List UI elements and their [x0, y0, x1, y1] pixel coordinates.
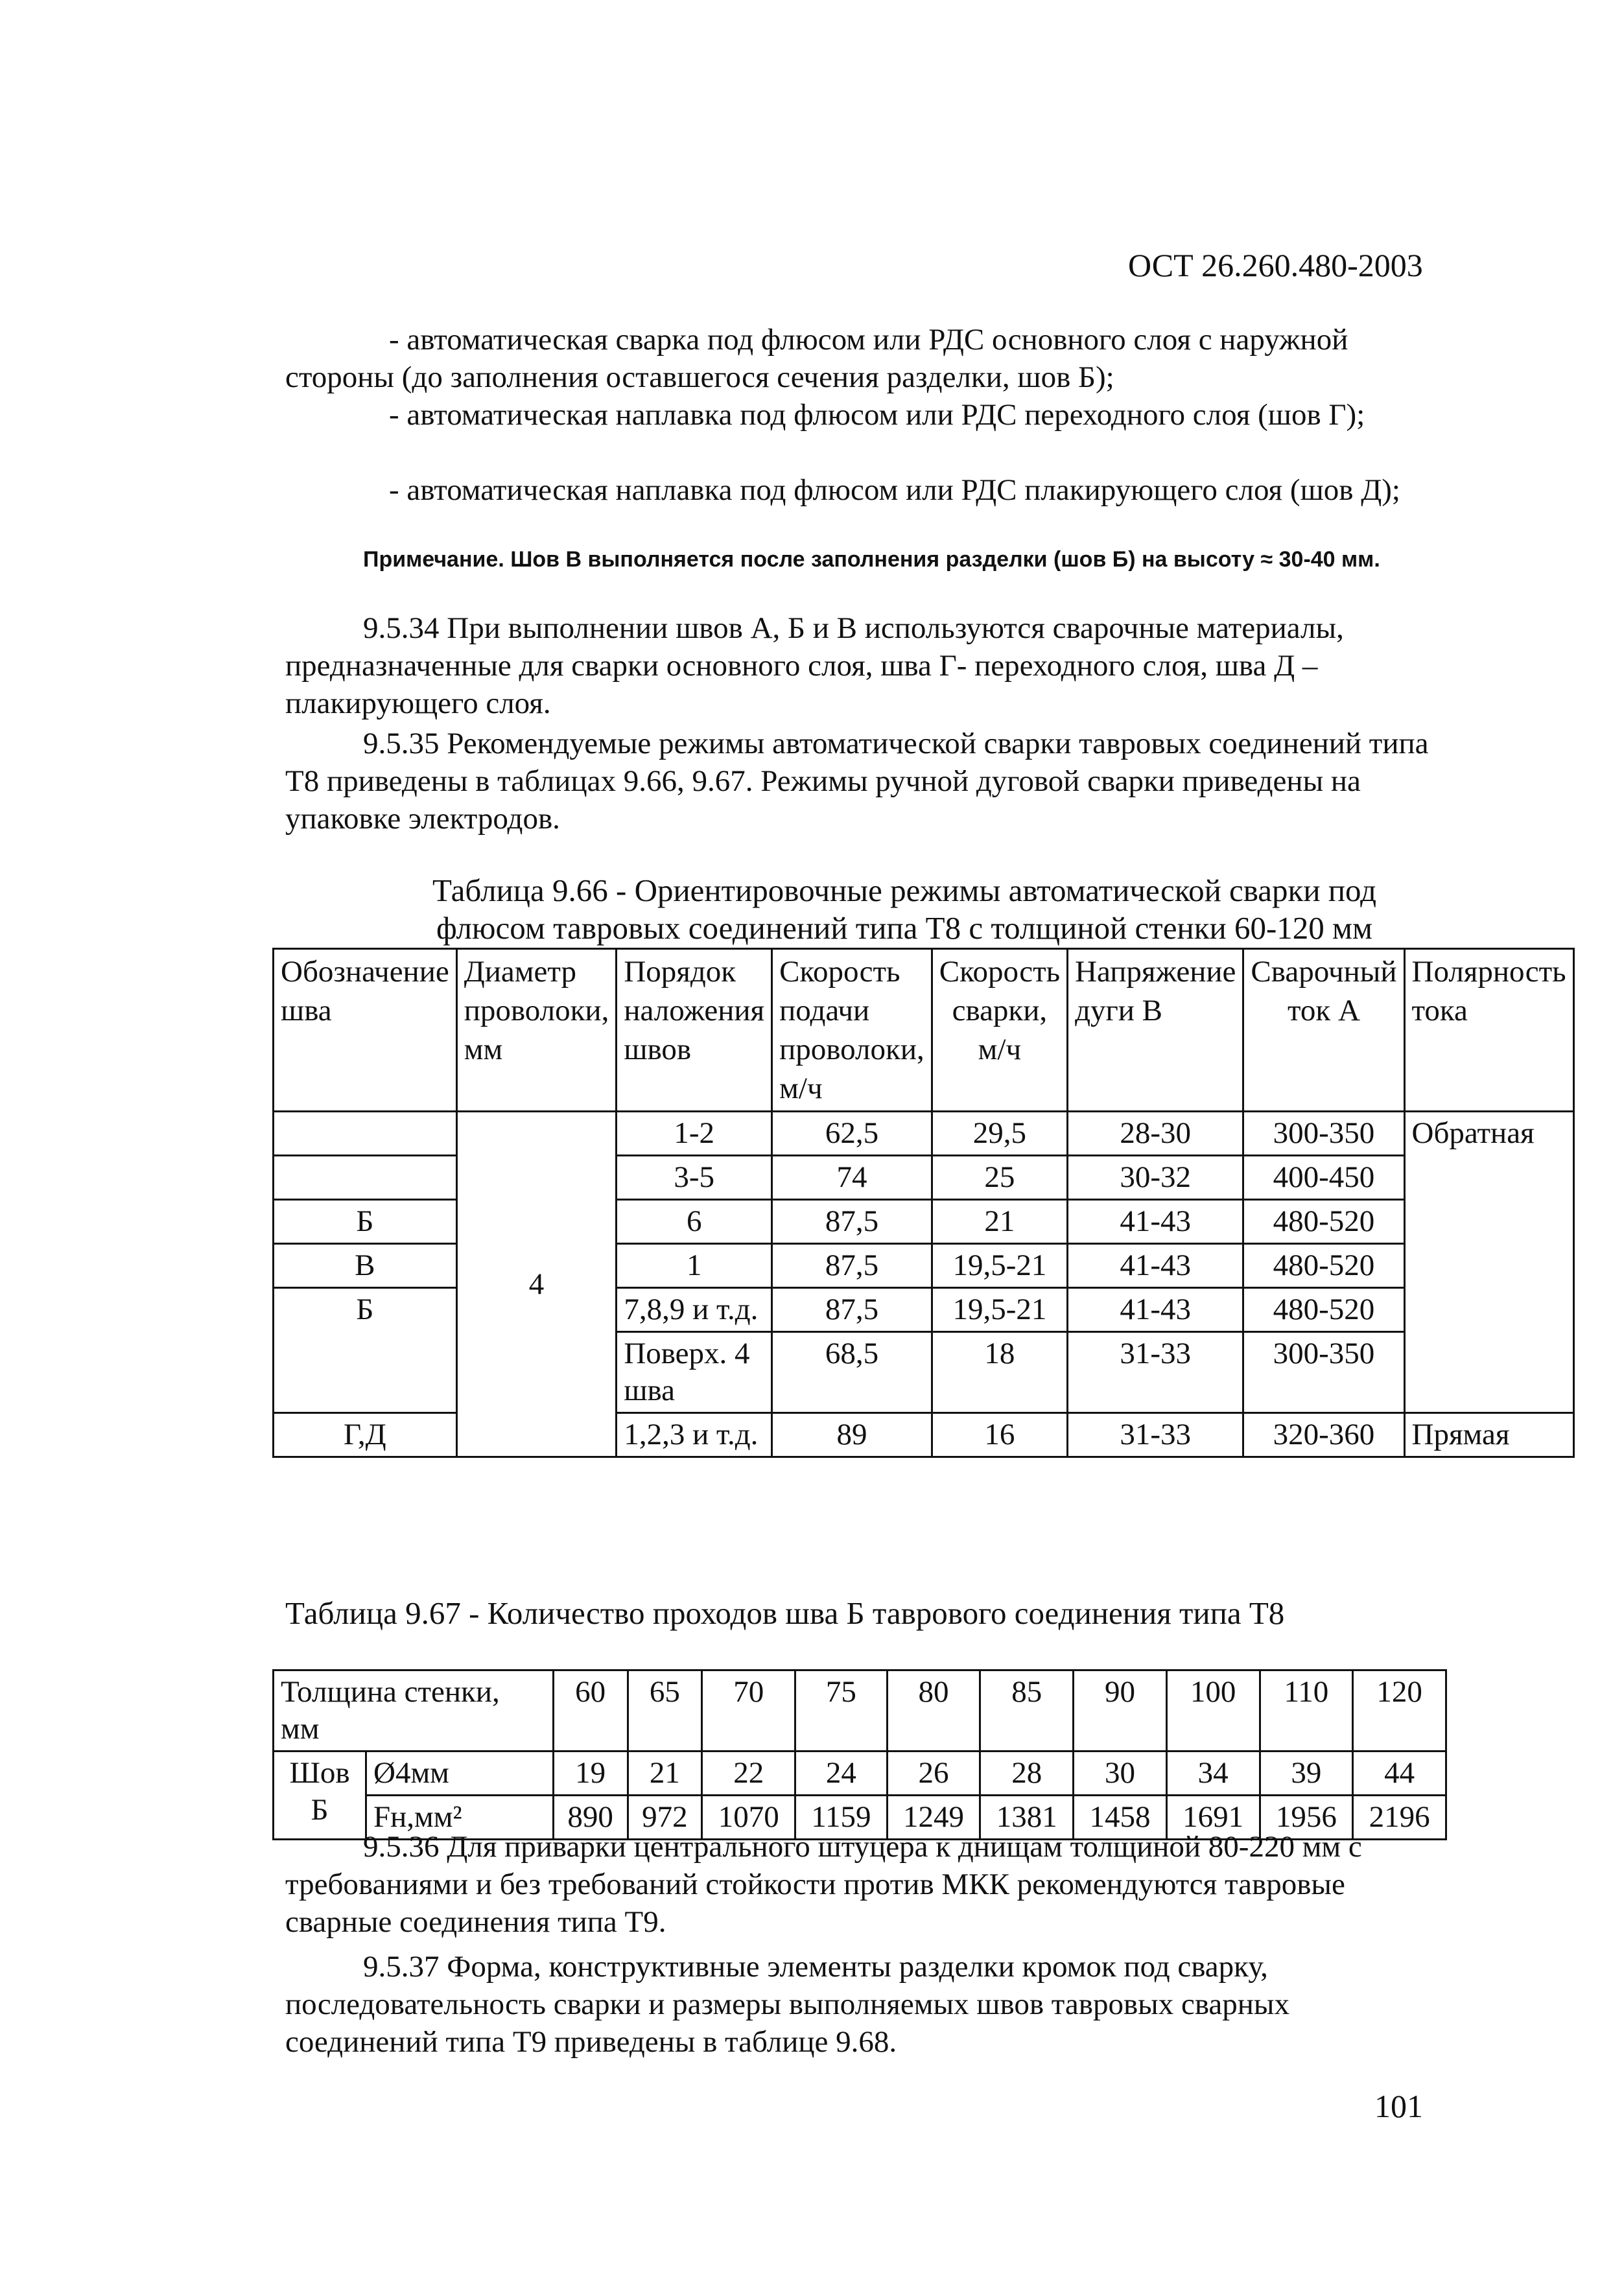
document-header: ОСТ 26.260.480-2003: [1128, 247, 1423, 283]
bullet-2: - автоматическая наплавка под флюсом или РДС переходного слоя (шов Г);: [389, 398, 1365, 432]
table-row: [274, 1752, 1446, 1796]
speed-cell: 16: [932, 1413, 1067, 1457]
current-cell: 480-520: [1243, 1288, 1404, 1332]
passes-cell: 22: [702, 1752, 795, 1796]
thickness-cell: 70: [702, 1670, 795, 1752]
feed-cell: 74: [772, 1156, 932, 1200]
thickness-cell: 120: [1353, 1670, 1446, 1752]
passes-cell: 44: [1353, 1752, 1446, 1796]
current-cell: 320-360: [1243, 1413, 1404, 1457]
seam-cell: Г,Д: [274, 1413, 457, 1457]
order-cell: 1: [617, 1244, 772, 1288]
passes-cell: 21: [628, 1752, 702, 1796]
speed-cell: 25: [932, 1156, 1067, 1200]
header-cell: Скорость подачи проволоки, м/ч: [772, 949, 932, 1112]
voltage-cell: 41-43: [1068, 1288, 1243, 1332]
passes-cell: 34: [1166, 1752, 1260, 1796]
thickness-cell: 65: [628, 1670, 702, 1752]
thickness-cell: 60: [553, 1670, 628, 1752]
feed-cell: 87,5: [772, 1288, 932, 1332]
bullet-1: - автоматическая сварка под флюсом или РДС основного слоя с наружной стороны (до заполнения оставшегося сечения разделки, шов Б);: [285, 323, 1348, 394]
seam-cell: [274, 1156, 457, 1200]
passes-cell: 26: [887, 1752, 980, 1796]
polarity-cell: Прямая: [1404, 1413, 1573, 1457]
table-header-row: [274, 949, 1574, 1112]
area-cell: 1249: [887, 1796, 980, 1840]
seam-cell: [274, 1112, 457, 1156]
bullet-3: - автоматическая наплавка под флюсом или РДС плакирующего слоя (шов Д);: [389, 473, 1400, 507]
table-row: [274, 1112, 1574, 1156]
thickness-cell: 85: [980, 1670, 1074, 1752]
page-number: 101: [1374, 2088, 1423, 2124]
order-cell: Поверх. 4 шва: [617, 1332, 772, 1413]
area-cell: 1458: [1074, 1796, 1167, 1840]
passes-cell: 39: [1260, 1752, 1353, 1796]
order-cell: 1,2,3 и т.д.: [617, 1413, 772, 1457]
voltage-cell: 31-33: [1068, 1413, 1243, 1457]
feed-cell: 87,5: [772, 1200, 932, 1244]
area-cell: 972: [628, 1796, 702, 1840]
area-cell: 1159: [795, 1796, 888, 1840]
area-cell: 1070: [702, 1796, 795, 1840]
area-cell: 1691: [1166, 1796, 1260, 1840]
header-cell: Напряжение дуги В: [1068, 949, 1243, 1112]
passes-cell: 19: [553, 1752, 628, 1796]
seam-cell: В: [274, 1244, 457, 1288]
header-cell: Порядок наложения швов: [617, 949, 772, 1112]
thickness-cell: 90: [1074, 1670, 1167, 1752]
paragraph-9537: 9.5.37 Форма, конструктивные элементы разделки кромок под сварку, последовательность сварки и размеры выполняемых швов тавровых сварных соединений типа Т9 приведены в таблице 9.68.: [285, 1950, 1290, 2059]
paragraph-9535: 9.5.35 Рекомендуемые режимы автоматической сварки тавровых соединений типа Т8 приведены в таблицах 9.66, 9.67. Режимы ручной дуговой сварки приведены на упаковке электродов.: [285, 727, 1429, 836]
polarity-cell: Обратная: [1404, 1112, 1573, 1413]
speed-cell: 21: [932, 1200, 1067, 1244]
seam-cell: Б: [274, 1200, 457, 1244]
row-label: Ø4мм: [366, 1752, 554, 1796]
current-cell: 480-520: [1243, 1200, 1404, 1244]
header-cell: Полярность тока: [1404, 949, 1573, 1112]
speed-cell: 29,5: [932, 1112, 1067, 1156]
voltage-cell: 30-32: [1068, 1156, 1243, 1200]
thickness-cell: 100: [1166, 1670, 1260, 1752]
paragraph-9536: 9.5.36 Для приварки центрального штуцера к днищам толщиной 80-220 мм с требованиями и без требований стойкости против МКК рекомендуются тавровые сварные соединения типа Т9.: [285, 1830, 1362, 1939]
order-cell: 6: [617, 1200, 772, 1244]
passes-cell: 30: [1074, 1752, 1167, 1796]
current-cell: 300-350: [1243, 1332, 1404, 1413]
area-cell: 1956: [1260, 1796, 1353, 1840]
table-9-66-caption: Таблица 9.66 - Ориентировочные режимы автоматической сварки под флюсом тавровых соединений типа Т8 с толщиной стенки 60-120 мм: [432, 873, 1377, 946]
table-9-67-caption: Таблица 9.67 - Количество проходов шва Б таврового соединения типа Т8: [285, 1595, 1285, 1631]
header-cell: Сварочный ток А: [1243, 949, 1404, 1112]
feed-cell: 89: [772, 1413, 932, 1457]
thickness-label: Толщина стенки, мм: [274, 1670, 554, 1752]
thickness-cell: 75: [795, 1670, 888, 1752]
current-cell: 400-450: [1243, 1156, 1404, 1200]
current-cell: 480-520: [1243, 1244, 1404, 1288]
header-cell: Диаметр проволоки, мм: [456, 949, 617, 1112]
area-cell: 2196: [1353, 1796, 1446, 1840]
passes-cell: 28: [980, 1752, 1074, 1796]
feed-cell: 62,5: [772, 1112, 932, 1156]
area-cell: 890: [553, 1796, 628, 1840]
table-row: [274, 1670, 1446, 1752]
note: Примечание. Шов В выполняется после заполнения разделки (шов Б) на высоту ≈ 30-40 мм.: [363, 547, 1380, 572]
order-cell: 3-5: [617, 1156, 772, 1200]
voltage-cell: 41-43: [1068, 1200, 1243, 1244]
table-9-67: [272, 1669, 1447, 1840]
table-9-66: [272, 948, 1575, 1458]
seam-cell: Б: [274, 1288, 457, 1413]
paragraph-9534: 9.5.34 При выполнении швов А, Б и В используются сварочные материалы, предназначенные для сварки основного слоя, шва Г- переходного слоя, шва Д – плакирующего слоя.: [285, 611, 1344, 720]
order-cell: 7,8,9 и т.д.: [617, 1288, 772, 1332]
voltage-cell: 41-43: [1068, 1244, 1243, 1288]
passes-cell: 24: [795, 1752, 888, 1796]
seam-label: Шов Б: [274, 1752, 366, 1840]
speed-cell: 19,5-21: [932, 1244, 1067, 1288]
feed-cell: 68,5: [772, 1332, 932, 1413]
diameter-cell: 4: [456, 1112, 617, 1457]
header-cell: Скорость сварки, м/ч: [932, 949, 1067, 1112]
voltage-cell: 28-30: [1068, 1112, 1243, 1156]
thickness-cell: 110: [1260, 1670, 1353, 1752]
speed-cell: 18: [932, 1332, 1067, 1413]
header-cell: Обозначение шва: [274, 949, 457, 1112]
feed-cell: 87,5: [772, 1244, 932, 1288]
thickness-cell: 80: [887, 1670, 980, 1752]
row-label: Fн,мм²: [366, 1796, 554, 1840]
speed-cell: 19,5-21: [932, 1288, 1067, 1332]
order-cell: 1-2: [617, 1112, 772, 1156]
current-cell: 300-350: [1243, 1112, 1404, 1156]
voltage-cell: 31-33: [1068, 1332, 1243, 1413]
area-cell: 1381: [980, 1796, 1074, 1840]
